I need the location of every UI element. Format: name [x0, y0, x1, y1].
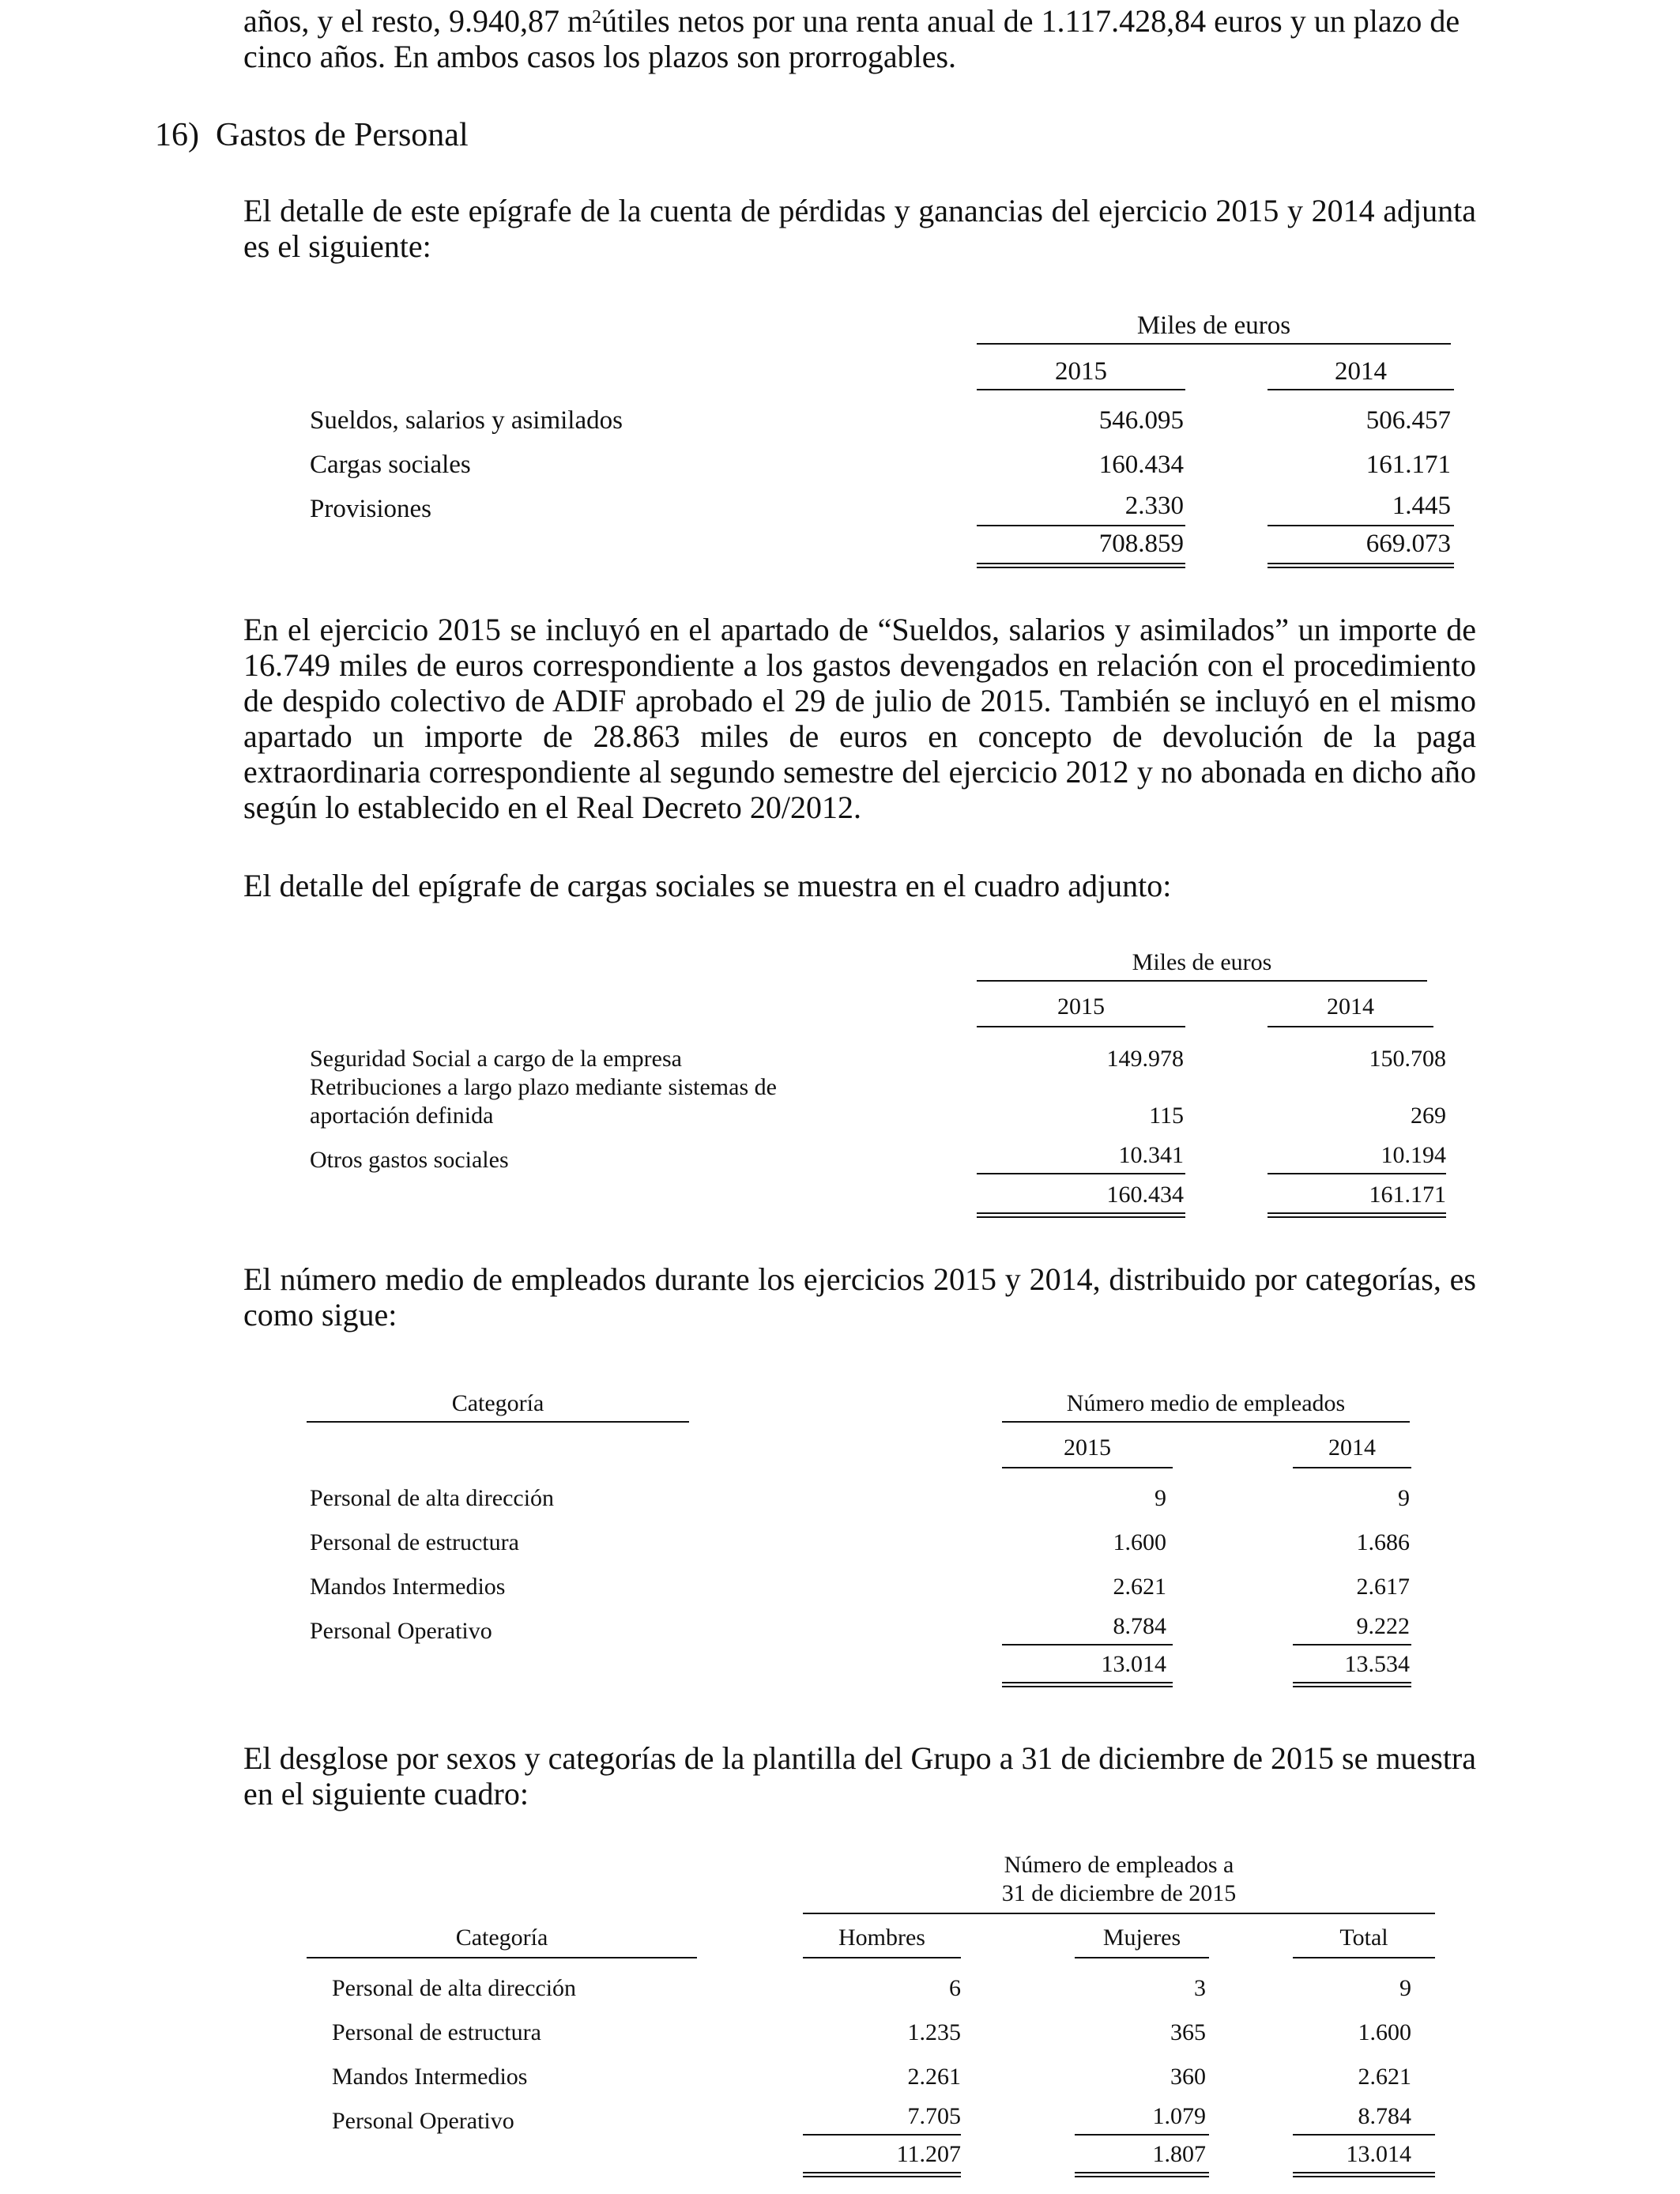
- table2-subtotal-rule-2014: [1268, 1173, 1446, 1174]
- table2-unit-header: Miles de euros: [1132, 949, 1272, 975]
- table-row-label: Personal de estructura: [332, 2019, 541, 2045]
- table-cell: 2.261: [907, 2064, 961, 2090]
- table1-year-rule-2015: [977, 389, 1185, 390]
- table4-total-hombres: 11.207: [896, 2141, 961, 2167]
- table3-year-2015: 2015: [1064, 1434, 1111, 1461]
- table-row-label: aportación definida: [310, 1103, 494, 1129]
- intro-line2: cinco años. En ambos casos los plazos son prorrogables.: [243, 39, 957, 74]
- table4-header-rule: [803, 1913, 1435, 1914]
- table4-total-total: 13.014: [1346, 2141, 1411, 2167]
- table-cell: 161.171: [1365, 450, 1451, 479]
- table4-total-double-rule-total: [1293, 2172, 1435, 2177]
- table4-col-hombres: Hombres: [838, 1924, 925, 1951]
- table-row-label: Retribuciones a largo plazo mediante sistemas de: [310, 1074, 777, 1100]
- table2-total-double-rule-2015: [977, 1212, 1185, 1218]
- table2-total-double-rule-2014: [1268, 1212, 1446, 1218]
- table3-subtotal-rule-2014: [1293, 1644, 1411, 1646]
- table-cell: 115: [1149, 1103, 1184, 1129]
- table-cell: 2.621: [1358, 2064, 1411, 2090]
- table-row-label: Sueldos, salarios y asimilados: [310, 406, 623, 435]
- table3-category-header: Categoría: [451, 1390, 544, 1416]
- table3-unit-header: Número medio de empleados: [1066, 1390, 1346, 1416]
- table-cell: 2.621: [1113, 1574, 1166, 1600]
- table-cell: 3: [1194, 1975, 1206, 2001]
- table1-unit-header: Miles de euros: [1136, 311, 1291, 340]
- paragraph-3: El detalle del epígrafe de cargas sociales se muestra en el cuadro adjunto:: [243, 868, 1172, 903]
- table-cell: 546.095: [1098, 406, 1184, 435]
- table-cell: 9: [1399, 1975, 1411, 2001]
- paragraph-2: En el ejercicio 2015 se incluyó en el apartado de “Sueldos, salarios y asimilados” un importe de 16.749 miles de euros correspondiente a los gastos devengados en relación con el procedimiento de despido colectivo de ADIF aprobado el 29 de julio de 2015. También se incluyó en el mismo apartado un importe de 28.863 miles de euros en concepto de devolución de la paga extraordinaria correspondiente al segundo semestre del ejercicio 2012 y no abonada en dicho año según lo establecido en el Real Decreto 20/2012.: [243, 612, 1476, 825]
- table-cell: 9: [1155, 1485, 1166, 1511]
- table3-total-double-rule-2014: [1293, 1682, 1411, 1687]
- table-row-label: Seguridad Social a cargo de la empresa: [310, 1046, 682, 1072]
- table-cell: 9: [1398, 1485, 1410, 1511]
- table4-category-header: Categoría: [455, 1924, 548, 1951]
- table3-year-2014: 2014: [1328, 1434, 1376, 1461]
- table3-subtotal-rule-2015: [1002, 1644, 1173, 1646]
- table4-col-total: Total: [1339, 1924, 1388, 1951]
- table3-year-rule-2014: [1293, 1467, 1411, 1468]
- table-cell: 8.784: [1358, 2103, 1411, 2129]
- table-cell: 365: [1170, 2019, 1206, 2045]
- table-cell: 360: [1170, 2064, 1206, 2090]
- table-cell: 150.708: [1369, 1046, 1446, 1072]
- table-row-label: Personal de estructura: [310, 1529, 519, 1555]
- table2-year-rule-2014: [1268, 1026, 1433, 1027]
- table2-year-rule-2015: [977, 1026, 1185, 1027]
- table-row-label: Personal de alta dirección: [310, 1485, 555, 1511]
- table-cell: 506.457: [1365, 406, 1451, 435]
- table4-col-rule-total: [1293, 1957, 1435, 1958]
- table1-subtotal-rule-2015: [977, 525, 1185, 526]
- table2-year-2014: 2014: [1327, 993, 1374, 1020]
- table-cell: 1.600: [1113, 1529, 1166, 1555]
- table-row-label: Provisiones: [310, 495, 432, 523]
- table3-total-2015: 13.014: [1101, 1651, 1166, 1677]
- table-cell: 6: [949, 1975, 961, 2001]
- table4-subtotal-rule-hombres: [803, 2134, 961, 2136]
- table4-total-mujeres: 1.807: [1152, 2141, 1206, 2167]
- table4-col-rule-mujeres: [1075, 1957, 1209, 1958]
- table2-year-2015: 2015: [1057, 993, 1105, 1020]
- table-row-label: Cargas sociales: [310, 450, 471, 479]
- table1-subtotal-rule-2014: [1268, 525, 1454, 526]
- table-cell: 1.445: [1392, 492, 1451, 520]
- table4-unit-header-line1: Número de empleados a: [1004, 1852, 1234, 1878]
- table4-total-double-rule-mujeres: [1075, 2172, 1209, 2177]
- table4-category-rule: [307, 1957, 697, 1958]
- paragraph-1: El detalle de este epígrafe de la cuenta de pérdidas y ganancias del ejercicio 2015 y 2014 adjunta es el siguiente:: [243, 193, 1476, 264]
- table1-year-2015: 2015: [1055, 357, 1107, 386]
- table1-total-double-rule-2014: [1268, 563, 1454, 568]
- table-cell: 1.600: [1358, 2019, 1411, 2045]
- table-cell: 8.784: [1113, 1613, 1166, 1639]
- table3-year-rule-2015: [1002, 1467, 1173, 1468]
- table-cell: 160.434: [1098, 450, 1184, 479]
- table-cell: 1.235: [907, 2019, 961, 2045]
- table3-total-2014: 13.534: [1344, 1651, 1410, 1677]
- table-cell: 10.194: [1381, 1142, 1446, 1168]
- table-cell: 149.978: [1106, 1046, 1184, 1072]
- table1-year-rule-2014: [1268, 389, 1454, 390]
- table3-category-rule: [307, 1421, 689, 1423]
- table4-subtotal-rule-mujeres: [1075, 2134, 1209, 2136]
- table4-unit-header-line2: 31 de diciembre de 2015: [1001, 1880, 1237, 1906]
- table2-subtotal-rule-2015: [977, 1173, 1185, 1174]
- table-row-label: Mandos Intermedios: [310, 1574, 506, 1600]
- section-number: 16): [155, 117, 199, 153]
- table-cell: 2.617: [1356, 1574, 1410, 1600]
- table4-total-double-rule-hombres: [803, 2172, 961, 2177]
- paragraph-5: El desglose por sexos y categorías de la plantilla del Grupo a 31 de diciembre de 2015 se muestra en el siguiente cuadro:: [243, 1740, 1476, 1811]
- table1-header-rule: [977, 343, 1451, 345]
- table1-year-2014: 2014: [1335, 357, 1387, 386]
- table-cell: 1.079: [1152, 2103, 1206, 2129]
- intro-line1-start: años, y el resto, 9.940,87 m: [243, 3, 593, 39]
- table1-total-double-rule-2015: [977, 563, 1185, 568]
- table2-total-2014: 161.171: [1369, 1182, 1446, 1208]
- table1-total-2015: 708.859: [1098, 530, 1184, 558]
- table-cell: 9.222: [1356, 1613, 1410, 1639]
- intro-paragraph: [243, 3, 1476, 74]
- paragraph-4: El número medio de empleados durante los ejercicios 2015 y 2014, distribuido por categorías, es como sigue:: [243, 1261, 1476, 1333]
- section-title: Gastos de Personal: [216, 117, 469, 153]
- table4-subtotal-rule-total: [1293, 2134, 1435, 2136]
- table-cell: 2.330: [1124, 492, 1184, 520]
- table4-col-rule-hombres: [803, 1957, 961, 1958]
- table4-col-mujeres: Mujeres: [1102, 1924, 1181, 1951]
- table3-total-double-rule-2015: [1002, 1682, 1173, 1687]
- table3-header-rule: [1002, 1421, 1410, 1423]
- table2-total-2015: 160.434: [1106, 1182, 1184, 1208]
- intro-superscript: 2: [592, 7, 602, 28]
- table-row-label: Otros gastos sociales: [310, 1147, 509, 1173]
- table1-total-2014: 669.073: [1365, 530, 1451, 558]
- table2-header-rule: [977, 980, 1427, 982]
- table-cell: 10.341: [1118, 1142, 1184, 1168]
- table-row-label: Personal Operativo: [332, 2108, 514, 2134]
- table-cell: 7.705: [907, 2103, 961, 2129]
- intro-line1-end: útiles netos por una renta anual de 1.117.428,84 euros y un plazo de: [601, 3, 1460, 39]
- section-heading: [155, 115, 469, 155]
- table-row-label: Personal Operativo: [310, 1618, 492, 1644]
- table-cell: 269: [1411, 1103, 1446, 1129]
- table-row-label: Mandos Intermedios: [332, 2064, 528, 2090]
- table-row-label: Personal de alta dirección: [332, 1975, 577, 2001]
- table-cell: 1.686: [1356, 1529, 1410, 1555]
